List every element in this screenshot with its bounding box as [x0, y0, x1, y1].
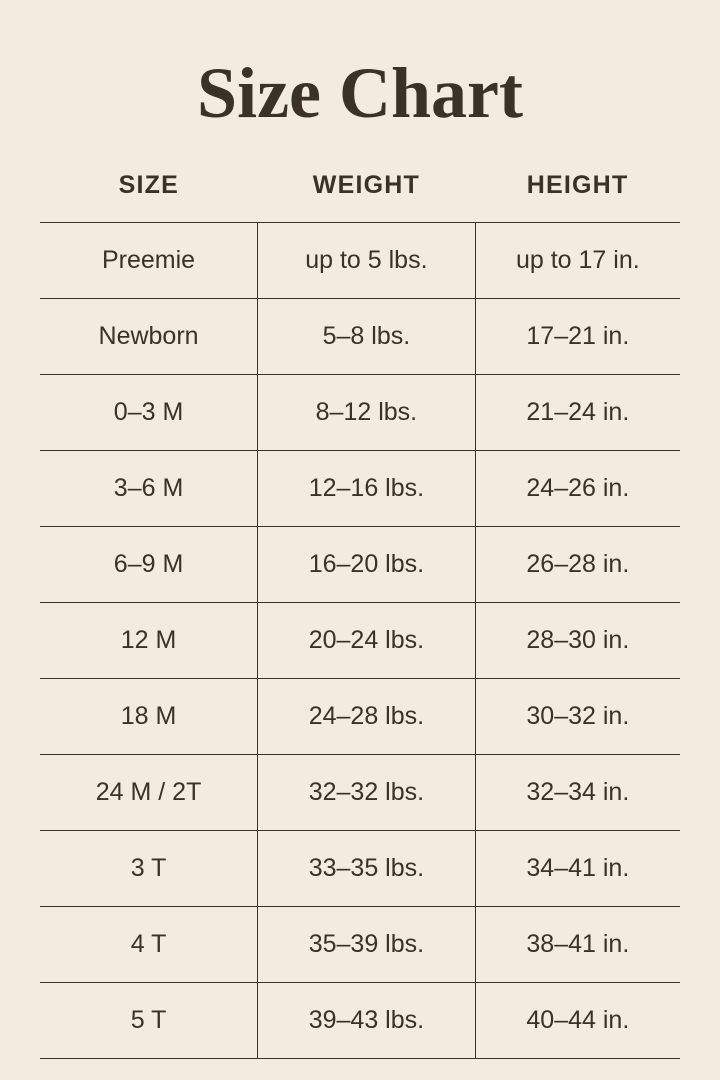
cell-weight: 39–43 lbs.: [258, 982, 476, 1058]
cell-weight: up to 5 lbs.: [258, 222, 476, 298]
cell-size: 3 T: [40, 830, 258, 906]
column-header-size: SIZE: [118, 170, 179, 199]
cell-height: up to 17 in.: [475, 222, 680, 298]
table-body: [40, 222, 680, 1058]
size-chart-table-wrapper: [0, 170, 720, 1059]
cell-size: Preemie: [40, 222, 258, 298]
table-row: [40, 450, 680, 526]
cell-weight: 35–39 lbs.: [258, 906, 476, 982]
table-header-row: [40, 170, 680, 223]
table-row: [40, 982, 680, 1058]
cell-weight: 32–32 lbs.: [258, 754, 476, 830]
size-chart-table: [40, 170, 680, 1059]
table-row: [40, 602, 680, 678]
table-row: [40, 222, 680, 298]
table-row: [40, 374, 680, 450]
column-header-weight: WEIGHT: [312, 170, 420, 199]
cell-height: 34–41 in.: [475, 830, 680, 906]
cell-height: 28–30 in.: [475, 602, 680, 678]
cell-weight: 5–8 lbs.: [258, 298, 476, 374]
page-title: Size Chart: [197, 53, 523, 133]
cell-height: 40–44 in.: [475, 982, 680, 1058]
cell-weight: 20–24 lbs.: [258, 602, 476, 678]
cell-size: 6–9 M: [40, 526, 258, 602]
table-row: [40, 678, 680, 754]
cell-height: 24–26 in.: [475, 450, 680, 526]
cell-height: 26–28 in.: [475, 526, 680, 602]
table-row: [40, 754, 680, 830]
cell-weight: 24–28 lbs.: [258, 678, 476, 754]
table-row: [40, 906, 680, 982]
column-header-height: HEIGHT: [526, 170, 629, 199]
cell-size: 3–6 M: [40, 450, 258, 526]
table-header: [40, 170, 680, 223]
cell-size: 18 M: [40, 678, 258, 754]
cell-size: 5 T: [40, 982, 258, 1058]
cell-size: Newborn: [40, 298, 258, 374]
cell-height: 30–32 in.: [475, 678, 680, 754]
table-row: [40, 526, 680, 602]
cell-weight: 33–35 lbs.: [258, 830, 476, 906]
cell-size: 0–3 M: [40, 374, 258, 450]
cell-height: 17–21 in.: [475, 298, 680, 374]
cell-weight: 12–16 lbs.: [258, 450, 476, 526]
cell-size: 24 M / 2T: [40, 754, 258, 830]
cell-size: 12 M: [40, 602, 258, 678]
cell-size: 4 T: [40, 906, 258, 982]
cell-weight: 16–20 lbs.: [258, 526, 476, 602]
cell-height: 21–24 in.: [475, 374, 680, 450]
table-row: [40, 830, 680, 906]
cell-height: 38–41 in.: [475, 906, 680, 982]
cell-height: 32–34 in.: [475, 754, 680, 830]
table-row: [40, 298, 680, 374]
cell-weight: 8–12 lbs.: [258, 374, 476, 450]
